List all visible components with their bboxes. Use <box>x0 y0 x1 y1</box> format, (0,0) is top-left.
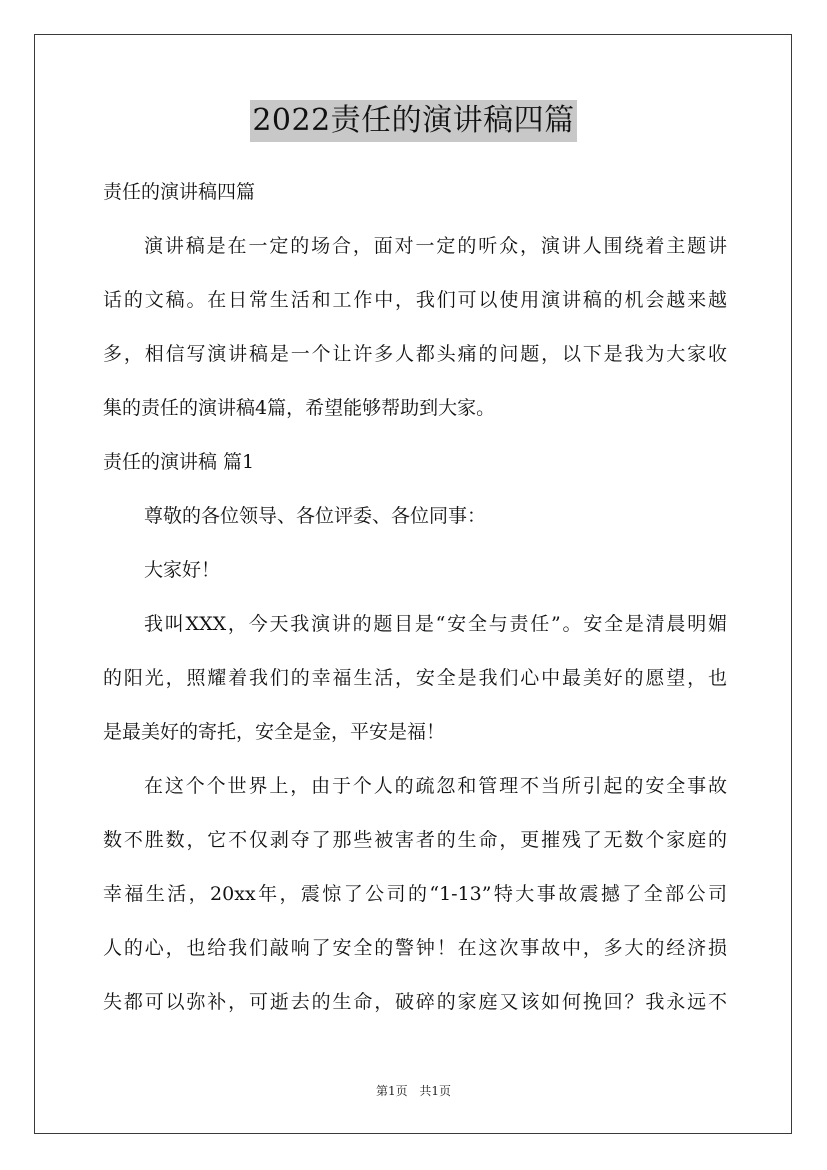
salutation-line: 尊敬的各位领导、各位评委、各位同事： <box>144 505 487 527</box>
page-footer <box>0 1083 827 1099</box>
document-title: 2022责任的演讲稿四篇 <box>250 100 576 142</box>
paragraph-line: 幸福生活，20xx年，震惊了公司的“1-13”特大事故震撼了全部公司 <box>103 883 727 905</box>
intro-heading: 责任的演讲稿四篇 <box>103 181 256 203</box>
paragraph-line: 是最美好的寄托，安全是金，平安是福！ <box>103 721 446 743</box>
greeting-line: 大家好！ <box>144 559 221 581</box>
section-heading: 责任的演讲稿 篇1 <box>103 451 255 473</box>
paragraph-line: 失都可以弥补，可逝去的生命，破碎的家庭又该如何挽回？我永远不 <box>103 991 727 1013</box>
paragraph-line: 数不胜数，它不仅剥夺了那些被害者的生命，更摧残了无数个家庭的 <box>103 829 727 851</box>
paragraph-line: 集的责任的演讲稿4篇，希望能够帮助到大家。 <box>103 397 496 419</box>
paragraph-line: 话的文稿。在日常生活和工作中，我们可以使用演讲稿的机会越来越 <box>103 289 727 311</box>
page-number: 第1页 <box>375 1084 408 1098</box>
paragraph-line: 演讲稿是在一定的场合，面对一定的听众，演讲人围绕着主题讲 <box>144 235 727 257</box>
page-total: 共1页 <box>419 1084 452 1098</box>
title-block <box>0 100 827 142</box>
paragraph-line: 在这个个世界上，由于个人的疏忽和管理不当所引起的安全事故 <box>144 775 727 797</box>
paragraph-line: 多，相信写演讲稿是一个让许多人都头痛的问题，以下是我为大家收 <box>103 343 727 365</box>
paragraph-line: 我叫XXX，今天我演讲的题目是“安全与责任”。安全是清晨明媚 <box>144 613 727 635</box>
document-body <box>103 165 727 1029</box>
paragraph-line: 人的心，也给我们敲响了安全的警钟！在这次事故中，多大的经济损 <box>103 937 727 959</box>
paragraph-line: 的阳光，照耀着我们的幸福生活，安全是我们心中最美好的愿望，也 <box>103 667 727 689</box>
